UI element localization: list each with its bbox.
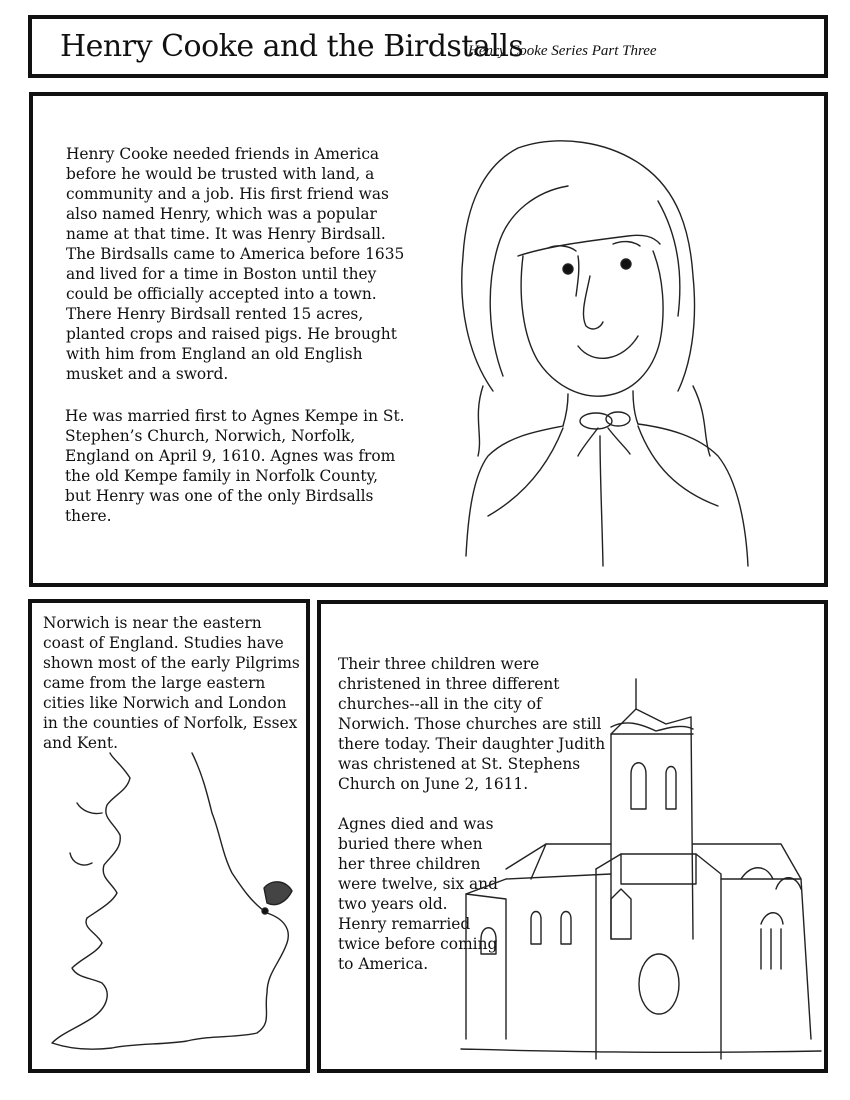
page-title: Henry Cooke and the Birdstalls bbox=[60, 29, 524, 64]
children-paragraph-2: Agnes died and was buried there when her three children were twelve, six and two years old. Henry remarried twice before coming to America. bbox=[338, 815, 498, 973]
church-panel bbox=[317, 600, 828, 1073]
england-map-drawing bbox=[42, 753, 302, 1053]
children-paragraph-1: Their three children were christened in three different churches--all in the city of Norwich. Those churches are still there today. Their daughter Judith was christened at St. Stephens Church on June 2, 1611. bbox=[338, 655, 606, 793]
page-subtitle: Henry Cooke Series Part Three bbox=[468, 43, 657, 59]
church-drawing bbox=[461, 679, 821, 1059]
intro-panel bbox=[29, 92, 828, 587]
norwich-paragraph: Norwich is near the eastern coast of England. Studies have shown most of the early Pilgrims came from the large eastern cities like Norwich and London in the counties of Norfolk, Essex and Kent. bbox=[43, 614, 300, 752]
portrait-drawing bbox=[428, 136, 788, 576]
title-frame bbox=[28, 15, 828, 78]
intro-paragraph-1: Henry Cooke needed friends in America before he would be trusted with land, a community and a job. His first friend was also named Henry, which was a popular name at that time. It was Henry Birdsall. The Birdsalls came to America before 1635 and lived for a time in Boston until they could be officially accepted into a town. There Henry Birdsall rented 15 acres, planted crops and raised pigs. He brought with him from England an old English musket and a sword. bbox=[66, 145, 405, 383]
intro-paragraph-2: He was married first to Agnes Kempe in St. Stephen’s Church, Norwich, Norfolk, England on April 9, 1610. Agnes was from the old Kempe family in Norfolk County, but Henry was one of the only Birdsalls there. bbox=[65, 407, 405, 525]
map-panel bbox=[28, 599, 310, 1073]
